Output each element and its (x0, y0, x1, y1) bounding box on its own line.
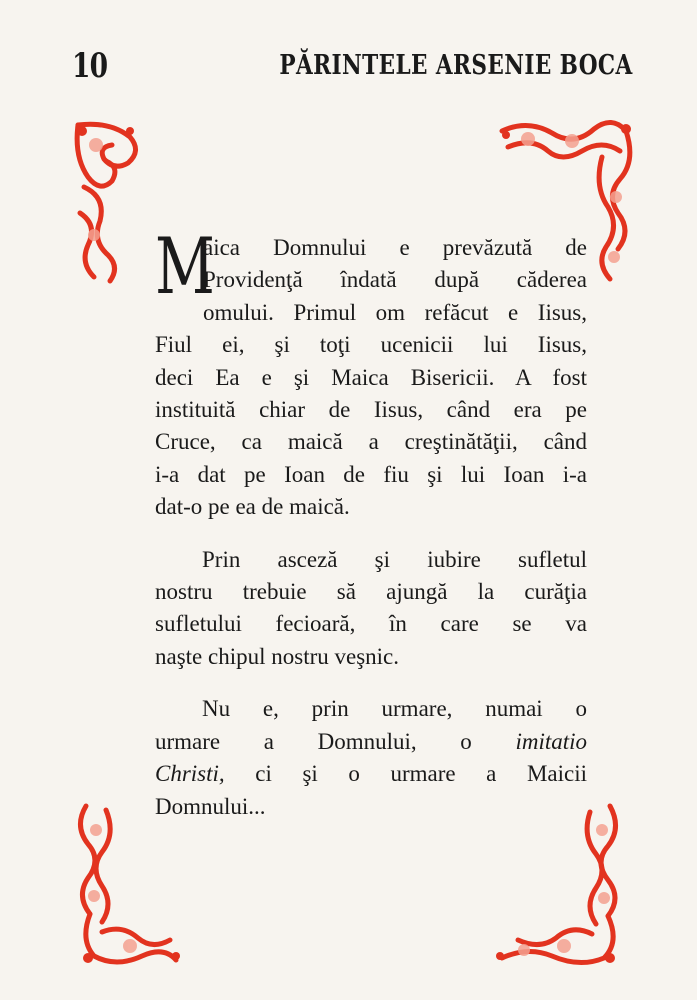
text-line: Prin asceză şi iubire sufletul (202, 546, 587, 572)
drop-cap-letter: M (155, 222, 215, 312)
ornament-graphic (488, 800, 628, 970)
text-line: nostru trebuie să ajungă la curăţia (155, 579, 587, 605)
text-line (155, 726, 587, 758)
ornament-graphic (70, 117, 144, 287)
page-number: 10 (72, 46, 108, 86)
text-line: instituită chiar de Iisus, când era pe (155, 397, 587, 423)
text-line: dat-o pe ea de maică. (155, 494, 350, 520)
text-line: naşte chipul nostru veşnic. (155, 643, 400, 669)
body-text (155, 222, 587, 823)
text-segment: ci şi o urmare a Maicii (224, 761, 587, 787)
corner-ornament-top-left (70, 117, 144, 287)
latin-phrase-part: imitatio (515, 728, 587, 754)
paragraph-2 (155, 544, 587, 674)
text-segment: urmare a Domnului, o (155, 728, 516, 754)
text-line: Domnului... (155, 793, 266, 819)
latin-phrase-part: Christi, (155, 761, 225, 787)
text-line: Nu e, prin urmare, numai o (202, 696, 587, 722)
ornament-graphic (72, 800, 182, 970)
text-line: Fiul ei, şi toţi ucenicii lui Iisus, (155, 332, 587, 358)
text-line: deci Ea e şi Maica Bisericii. A fost (155, 364, 587, 390)
text-line: aica Domnului e prevăzută de (203, 235, 587, 260)
text-line: sufletului fecioară, în care se va (155, 611, 587, 637)
paragraph-1 (155, 222, 587, 524)
text-line: omului. Primul om refăcut e Iisus, (203, 299, 587, 325)
text-line: Cruce, ca maică a creştinătăţii, când (155, 429, 587, 455)
text-line: i-a dat pe Ioan de fiu şi lui Ioan i-a (155, 461, 587, 487)
text-line (155, 758, 587, 790)
corner-ornament-bottom-left (72, 800, 182, 970)
corner-ornament-bottom-right (488, 800, 628, 970)
running-title: PĂRINTELE ARSENIE BOCA (279, 50, 633, 81)
text-line: Providenţă îndată după căderea (203, 267, 587, 293)
